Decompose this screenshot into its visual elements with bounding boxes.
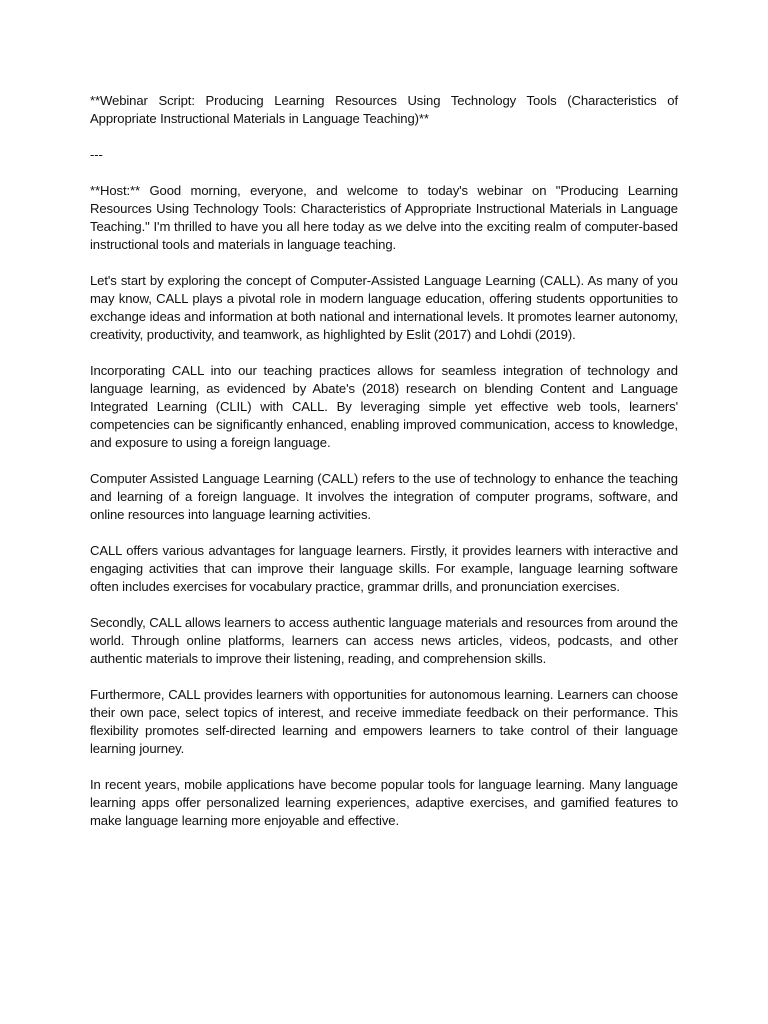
paragraph-call-integration: Incorporating CALL into our teaching practices allows for seamless integration of technology and language learning, as evidenced by Abate's (2018) research on blending Content and Language Integrated Learning (CLIL) with CALL. By leveraging simple yet effective web tools, learners' competencies can be significantly enhanced, enabling improved communication, access to knowledge, and exposure to using a foreign language. — [90, 363, 678, 450]
document-title: **Webinar Script: Producing Learning Resources Using Technology Tools (Characteristics of Appropriate Instructional Materials in Language Teaching)** — [90, 93, 678, 126]
section-separator: --- — [90, 147, 103, 162]
paragraph-call-concept: Let's start by exploring the concept of Computer-Assisted Language Learning (CALL). As many of you may know, CALL plays a pivotal role in modern language education, offering students opportunities to exchange ideas and information at both national and international levels. It promotes learner autonomy, creativity, productivity, and teamwork, as highlighted by Eslit (2017) and Lohdi (2019). — [90, 273, 678, 342]
paragraph-call-definition: Computer Assisted Language Learning (CALL) refers to the use of technology to enhance the teaching and learning of a foreign language. It involves the integration of computer programs, software, and online resources into language learning activities. — [90, 471, 678, 522]
paragraph-call-advantages: CALL offers various advantages for language learners. Firstly, it provides learners with interactive and engaging activities that can improve their language skills. For example, language learning software often includes exercises for vocabulary practice, grammar drills, and pronunciation exercises. — [90, 543, 678, 594]
paragraph-host-intro: **Host:** Good morning, everyone, and welcome to today's webinar on "Producing Learning Resources Using Technology Tools: Characteristics of Appropriate Instructional Materials in Language Teaching." I'm thrilled to have you all here today as we delve into the exciting realm of computer-based instructional tools and materials in language teaching. — [90, 183, 678, 252]
document-page — [90, 92, 678, 848]
paragraph-authentic-materials: Secondly, CALL allows learners to access authentic language materials and resources from around the world. Through online platforms, learners can access news articles, videos, podcasts, and other authentic materials to improve their listening, reading, and comprehension skills. — [90, 615, 678, 666]
paragraph-mobile-apps: In recent years, mobile applications have become popular tools for language learning. Many language learning apps offer personalized learning experiences, adaptive exercises, and gamified features to make language learning more enjoyable and effective. — [90, 777, 678, 828]
paragraph-autonomous-learning: Furthermore, CALL provides learners with opportunities for autonomous learning. Learners can choose their own pace, select topics of interest, and receive immediate feedback on their performance. This flexibility promotes self-directed learning and empowers learners to take control of their language learning journey. — [90, 687, 678, 756]
